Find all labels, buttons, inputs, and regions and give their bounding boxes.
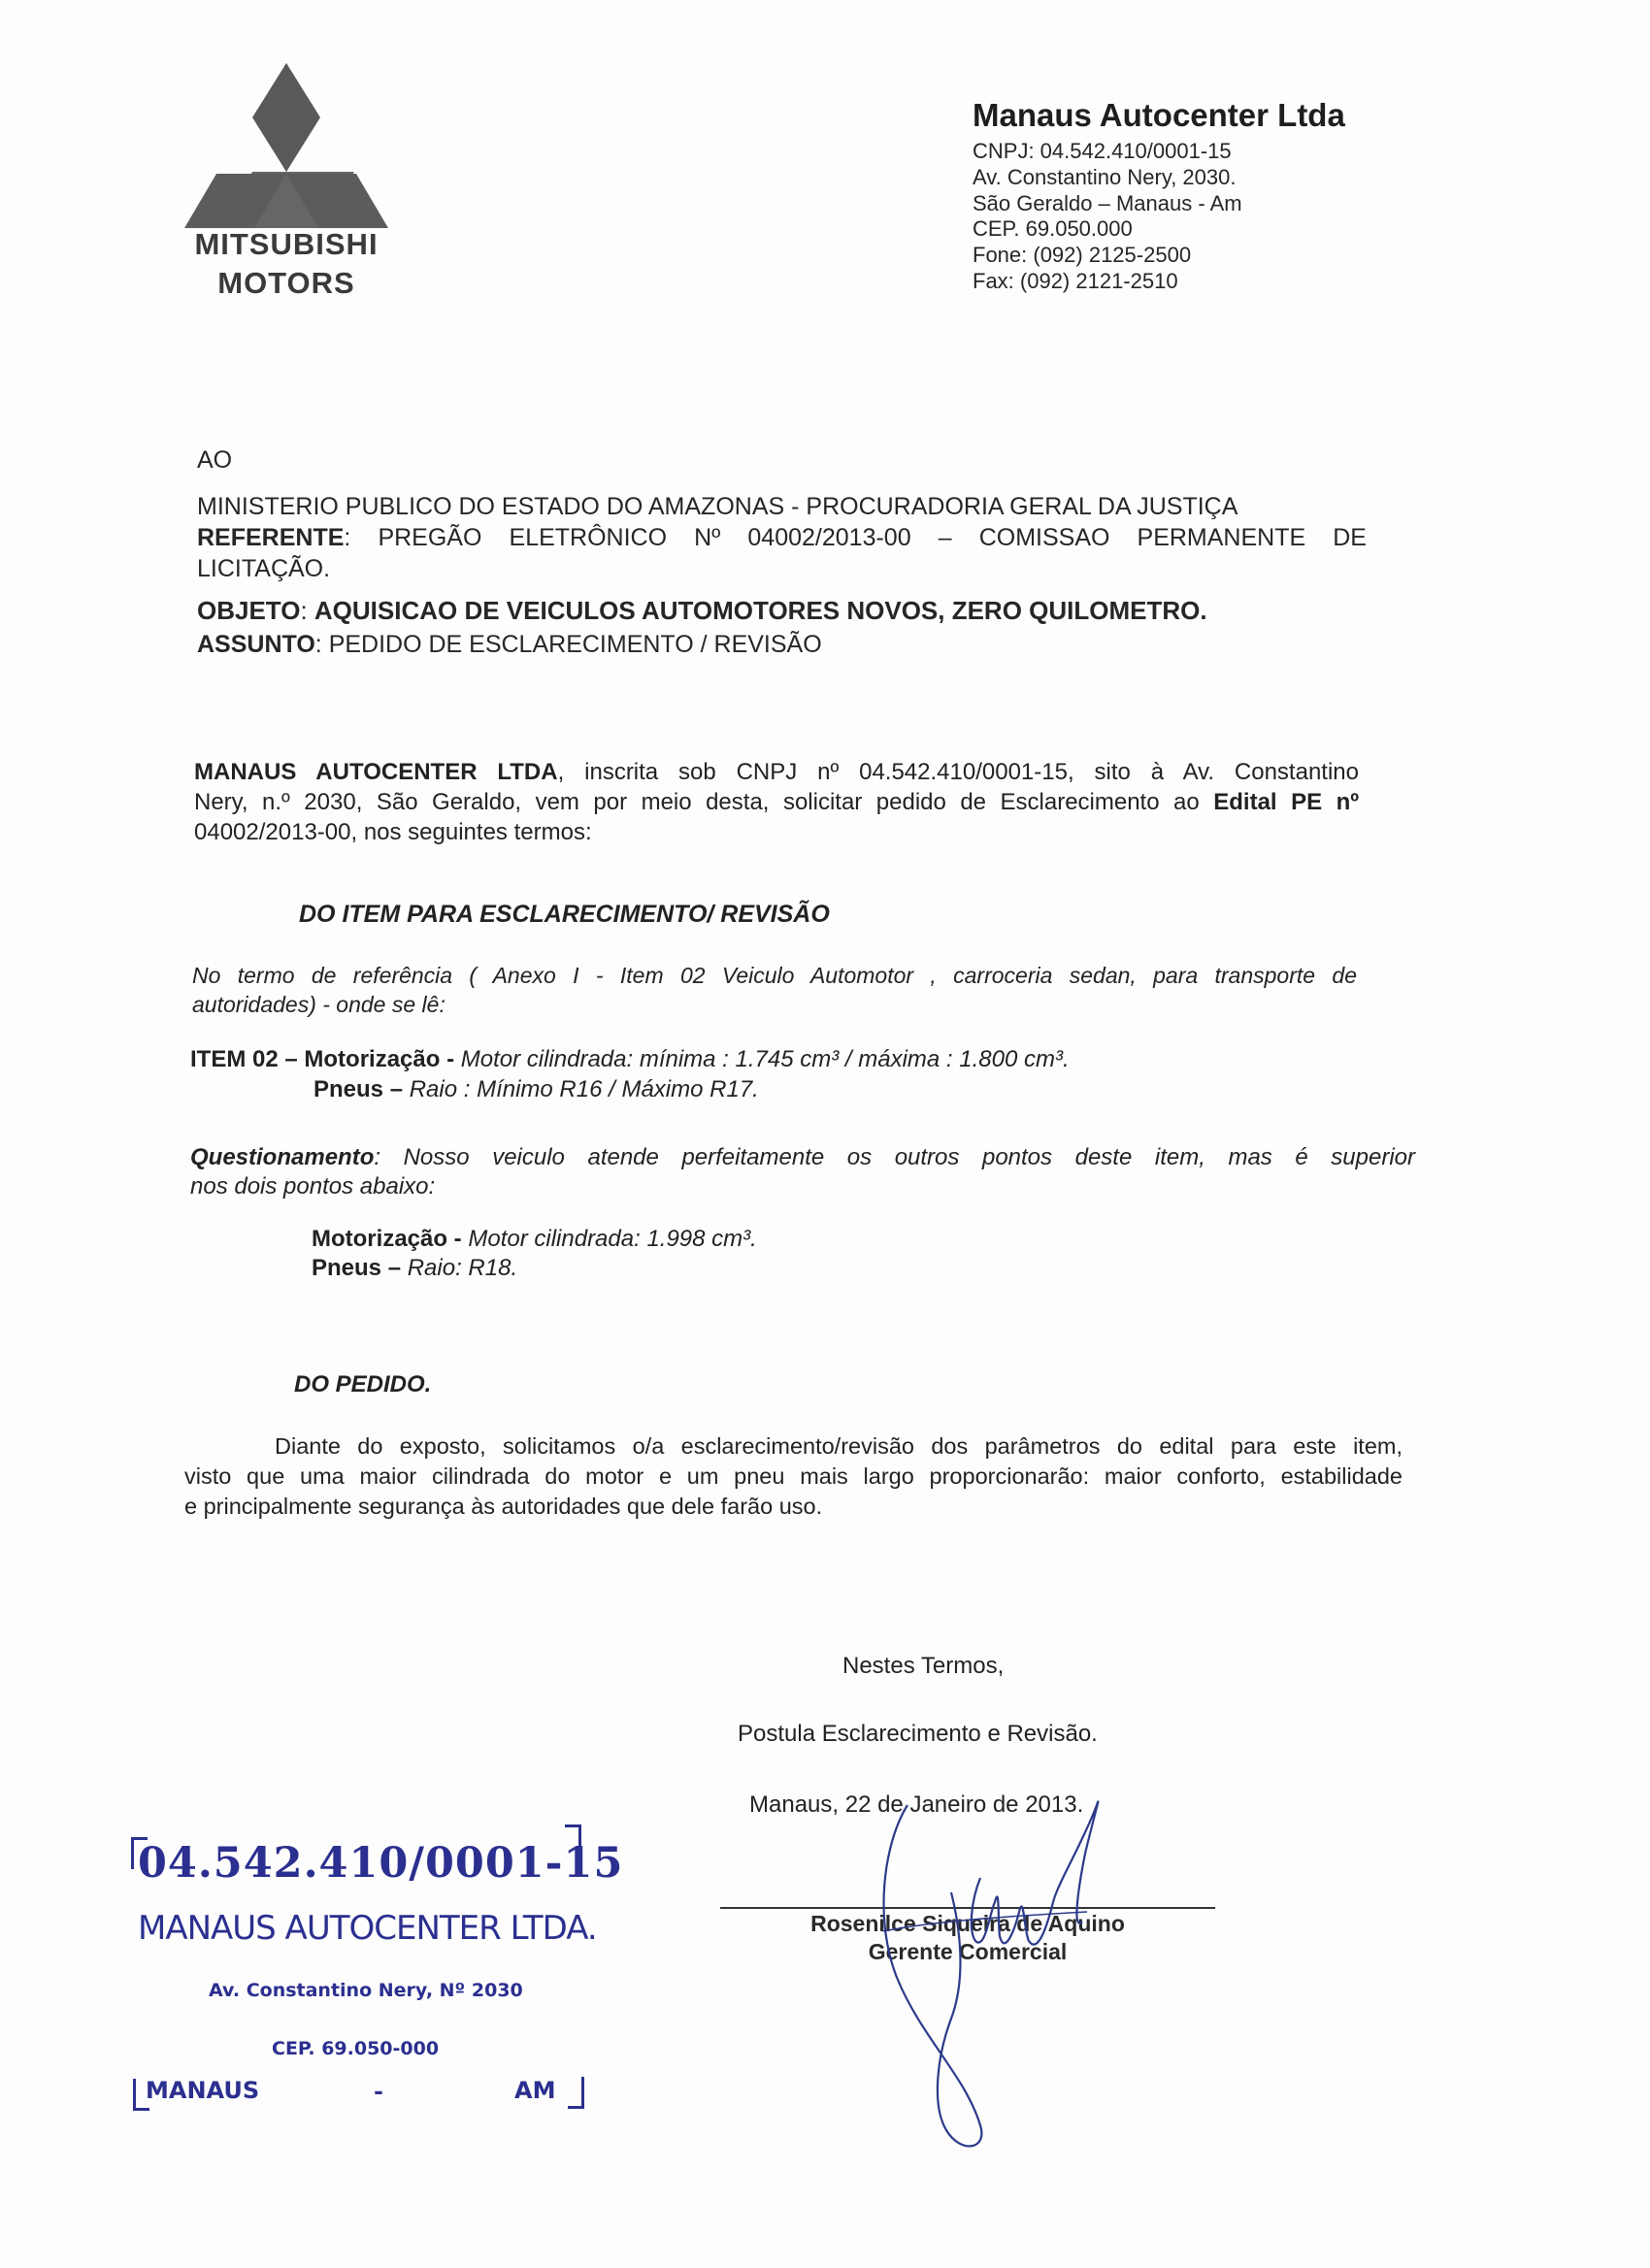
addressee-recipient: MINISTERIO PUBLICO DO ESTADO DO AMAZONAS - PROCURADORIA GERAL DA JUSTIÇA	[197, 493, 1238, 520]
closing-date: Manaus, 22 de Janeiro de 2013.	[749, 1791, 1084, 1818]
closing-line1: Nestes Termos,	[842, 1653, 1005, 1679]
referente-label: REFERENTE	[197, 524, 345, 551]
stamp-cep: CEP. 69.050-000	[272, 2038, 440, 2059]
quest-motor-line	[312, 1225, 757, 1254]
stamp-cnpj: 04.542.410/0001-15	[138, 1839, 624, 1888]
intro-line2: Nery, n.º 2030, São Geraldo, vem por meio desta, solicitar pedido de Esclarecimento ao	[194, 789, 1200, 815]
quest-pneus-text: Raio: R18.	[407, 1255, 518, 1281]
item-label: ITEM 02 –	[190, 1046, 298, 1072]
intro-edital: Edital PE nº	[1213, 789, 1359, 815]
pedido-line1: Diante do exposto, solicitamos o/a esclarecimento/revisão dos parâmetros do edital para este item,	[275, 1433, 1402, 1459]
quest-line1: : Nosso veiculo atende perfeitamente os outros pontos deste item, mas é superior	[374, 1144, 1415, 1170]
handwritten-signature-icon	[854, 1786, 1165, 2154]
referente-line: REFERENTE: PREGÃO ELETRÔNICO Nº 04002/2013-00 – COMISSAO PERMANENTE DE	[197, 524, 1367, 551]
logo-text	[170, 225, 403, 303]
signer-title: Gerente Comercial	[868, 1939, 1068, 1964]
reference-line1: No termo de referência ( Anexo I - Item 02 Veiculo Automotor , carroceria sedan, para transporte de	[192, 963, 1357, 988]
company-address: Av. Constantino Nery, 2030.	[973, 165, 1237, 189]
intro-line1: , inscrita sob CNPJ nº 04.542.410/0001-15, sito à Av. Constantino	[557, 759, 1359, 785]
objeto-text: AQUISICAO DE VEICULOS AUTOMOTORES NOVOS, ZERO QUILOMETRO.	[314, 596, 1207, 625]
questionamento-paragraph	[190, 1143, 1415, 1201]
objeto-label: OBJETO	[197, 596, 301, 625]
addressee-ao: AO	[197, 446, 233, 474]
item-pneus-text: Raio : Mínimo R16 / Máximo R17.	[409, 1076, 759, 1102]
section-pedido-title: DO PEDIDO.	[294, 1371, 432, 1397]
company-fax: Fax: (092) 2121-2510	[973, 269, 1178, 293]
company-cep: CEP. 69.050.000	[973, 216, 1133, 241]
stamp-company-name: MANAUS AUTOCENTER LTDA.	[138, 1909, 597, 1948]
quest-pneus-line	[312, 1254, 517, 1283]
objeto-line: OBJETO: AQUISICAO DE VEICULOS AUTOMOTORES NOVOS, ZERO QUILOMETRO.	[197, 596, 1207, 625]
intro-company: MANAUS AUTOCENTER LTDA	[194, 759, 558, 785]
pedido-line3: e principalmente segurança às autoridades que dele farão uso.	[184, 1494, 823, 1519]
item-pneus-line	[314, 1075, 759, 1104]
assunto-text: PEDIDO DE ESCLARECIMENTO / REVISÃO	[328, 631, 822, 658]
referente-text-continued: LICITAÇÃO.	[197, 555, 331, 582]
pedido-line2: visto que uma maior cilindrada do motor e um pneu mais largo proporcionarão: maior conforto, estabilidade	[184, 1463, 1402, 1489]
company-phone: Fone: (092) 2125-2500	[973, 243, 1192, 267]
logo-line1: MITSUBISHI	[194, 227, 379, 261]
company-cnpj: CNPJ: 04.542.410/0001-15	[973, 139, 1232, 163]
assunto-line: ASSUNTO: PEDIDO DE ESCLARECIMENTO / REVISÃO	[197, 631, 822, 658]
company-district: São Geraldo – Manaus - Am	[973, 191, 1242, 215]
section-item-title: DO ITEM PARA ESCLARECIMENTO/ REVISÃO	[299, 901, 830, 928]
stamp-state: AM	[514, 2077, 556, 2104]
item-motor-label: Motorização -	[304, 1046, 455, 1072]
item-pneus-label: Pneus –	[314, 1076, 404, 1102]
referente-text: PREGÃO ELETRÔNICO Nº 04002/2013-00 – COMISSAO PERMANENTE DE	[378, 524, 1367, 551]
stamp-address: Av. Constantino Nery, Nº 2030	[209, 1980, 523, 2001]
reference-line2: autoridades) - onde se lê:	[192, 992, 446, 1017]
intro-line3: 04002/2013-00, nos seguintes termos:	[194, 819, 592, 845]
reference-paragraph	[192, 961, 1357, 1019]
stamp-city: MANAUS	[146, 2077, 260, 2104]
quest-label: Questionamento	[190, 1144, 375, 1170]
intro-paragraph	[194, 757, 1359, 847]
item-motor-text: Motor cilindrada: mínima : 1.745 cm³ / máxima : 1.800 cm³.	[460, 1046, 1070, 1072]
assunto-label: ASSUNTO	[197, 631, 315, 658]
mitsubishi-diamonds-icon	[184, 63, 388, 228]
quest-motor-label: Motorização -	[312, 1226, 462, 1252]
item-motor-line	[190, 1045, 1070, 1074]
quest-pneus-label: Pneus –	[312, 1255, 402, 1281]
logo-line2: MOTORS	[217, 266, 355, 300]
closing-line2: Postula Esclarecimento e Revisão.	[738, 1721, 1098, 1747]
company-name: Manaus Autocenter Ltda	[973, 97, 1345, 133]
quest-motor-text: Motor cilindrada: 1.998 cm³.	[468, 1226, 757, 1252]
stamp-bracket-bottom-right	[568, 2077, 584, 2109]
quest-line2: nos dois pontos abaixo:	[190, 1173, 436, 1200]
pedido-paragraph	[184, 1431, 1402, 1522]
signer-name: Rosenilce Siqueira de Aquino	[810, 1911, 1125, 1936]
stamp-dash: -	[374, 2077, 383, 2105]
